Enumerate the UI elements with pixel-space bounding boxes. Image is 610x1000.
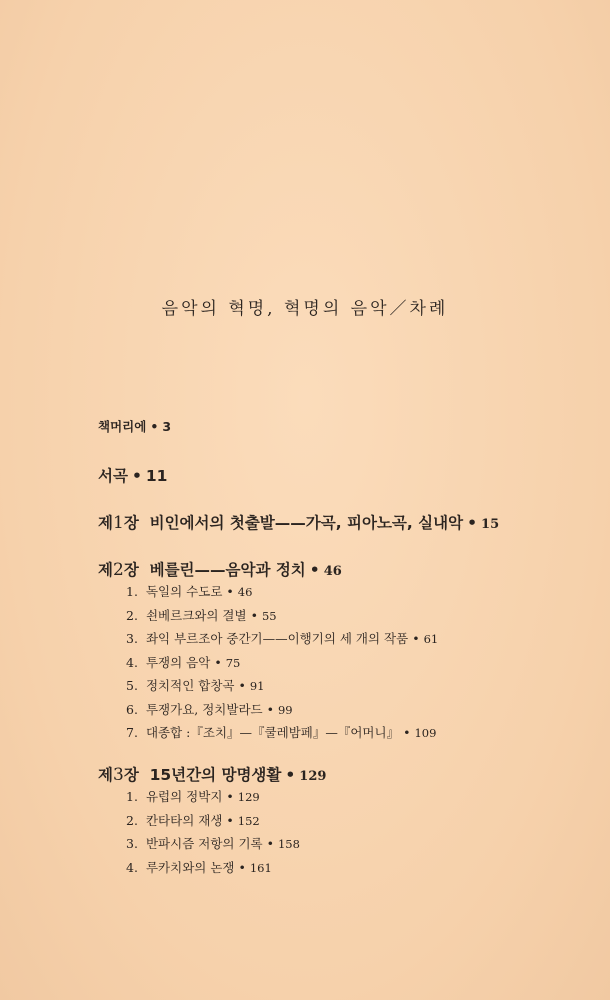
chapter-number: 2 <box>112 560 124 580</box>
chapter-suffix: 장 <box>123 561 139 579</box>
chapter-prefix: 제 <box>98 766 113 784</box>
section-page: 46 <box>237 585 253 599</box>
bullet: • <box>309 561 320 579</box>
section-number: 4. <box>126 654 138 670</box>
section-page: 91 <box>249 679 265 693</box>
section-number: 1. <box>126 789 138 804</box>
list-item <box>126 721 438 745</box>
bullet: • <box>467 514 478 532</box>
toc-chapter-2 <box>98 558 342 580</box>
chapter-prefix: 제 <box>98 561 113 579</box>
bullet: • <box>238 859 246 875</box>
chapter-2-sections <box>126 580 438 745</box>
section-page: 158 <box>277 837 300 851</box>
toc-entry-preface <box>98 417 171 435</box>
chapter-suffix: 장 <box>123 514 139 532</box>
toc-chapter-1 <box>98 511 499 533</box>
section-title: 루카치와의 논쟁 <box>145 859 235 875</box>
section-number: 3. <box>126 836 138 851</box>
section-page: 55 <box>261 608 277 623</box>
list-item <box>126 627 438 651</box>
section-title: 쇤베르크와의 결별 <box>145 607 247 623</box>
chapter-3-sections <box>126 785 300 879</box>
section-title: 반파시즘 저항의 기록 <box>145 836 263 851</box>
list-item <box>126 856 300 880</box>
chapter-page: 46 <box>323 564 342 579</box>
bullet: • <box>403 725 411 740</box>
chapter-page: 129 <box>299 769 327 784</box>
chapter-number: 1 <box>112 513 124 533</box>
section-title: 유럽의 정박지 <box>145 789 223 804</box>
chapter-title: 베를린——음악과 정치 <box>149 561 306 579</box>
section-number: 2. <box>126 607 138 623</box>
section-title: 투쟁의 음악 <box>145 654 211 670</box>
list-item <box>126 698 438 722</box>
chapter-prefix: 제 <box>98 514 113 532</box>
page-title: 음악의 혁명, 혁명의 음악／차례 <box>161 299 449 319</box>
list-item <box>126 651 438 675</box>
section-page: 109 <box>414 726 437 740</box>
bullet: • <box>266 836 274 851</box>
toc-chapter-3 <box>98 763 326 785</box>
bullet: • <box>226 789 234 804</box>
prologue-label: 서곡 <box>98 467 128 485</box>
toc-entry-prologue <box>98 464 167 486</box>
section-number: 2. <box>126 812 138 828</box>
bullet: • <box>226 812 234 828</box>
bullet: • <box>131 467 142 485</box>
list-item <box>126 580 438 604</box>
bullet: • <box>150 419 159 434</box>
preface-page: 3 <box>162 419 172 434</box>
bullet: • <box>226 584 234 599</box>
section-page: 129 <box>237 790 260 804</box>
section-title: 칸타타의 재생 <box>145 812 223 828</box>
bullet: • <box>238 678 246 693</box>
section-number: 6. <box>126 701 138 717</box>
section-title: 정치적인 합창곡 <box>145 678 235 693</box>
prologue-page: 11 <box>145 467 168 485</box>
section-number: 4. <box>126 859 138 875</box>
chapter-page: 15 <box>481 517 500 532</box>
section-number: 7. <box>126 725 138 740</box>
section-page: 75 <box>225 655 241 670</box>
bullet: • <box>214 654 222 670</box>
section-title: 좌익 부르조아 중간기——이행기의 세 개의 작품 <box>145 631 409 646</box>
chapter-number: 3 <box>112 765 124 785</box>
section-page: 61 <box>423 632 439 646</box>
preface-label: 책머리에 <box>98 419 147 434</box>
bullet: • <box>250 607 258 623</box>
bullet: • <box>285 766 296 784</box>
list-item <box>126 604 438 628</box>
chapter-title: 비인에서의 첫출발——가곡, 피아노곡, 실내악 <box>149 514 464 532</box>
section-number: 1. <box>126 584 138 599</box>
section-title: 투쟁가요, 정치발라드 <box>145 701 263 717</box>
chapter-suffix: 장 <box>123 766 139 784</box>
section-number: 3. <box>126 631 138 646</box>
list-item <box>126 674 438 698</box>
bullet: • <box>266 701 274 717</box>
list-item <box>126 785 300 809</box>
list-item <box>126 832 300 856</box>
bullet: • <box>412 631 420 646</box>
section-number: 5. <box>126 678 138 693</box>
list-item <box>126 809 300 833</box>
section-page: 99 <box>277 702 293 717</box>
section-page: 152 <box>237 813 260 828</box>
section-title: 독일의 수도로 <box>145 584 223 599</box>
section-title: 대종합 :『조치』—『쿨레밤페』—『어머니』 <box>145 725 400 740</box>
chapter-title: 15년간의 망명생활 <box>149 766 282 784</box>
section-page: 161 <box>249 860 272 875</box>
